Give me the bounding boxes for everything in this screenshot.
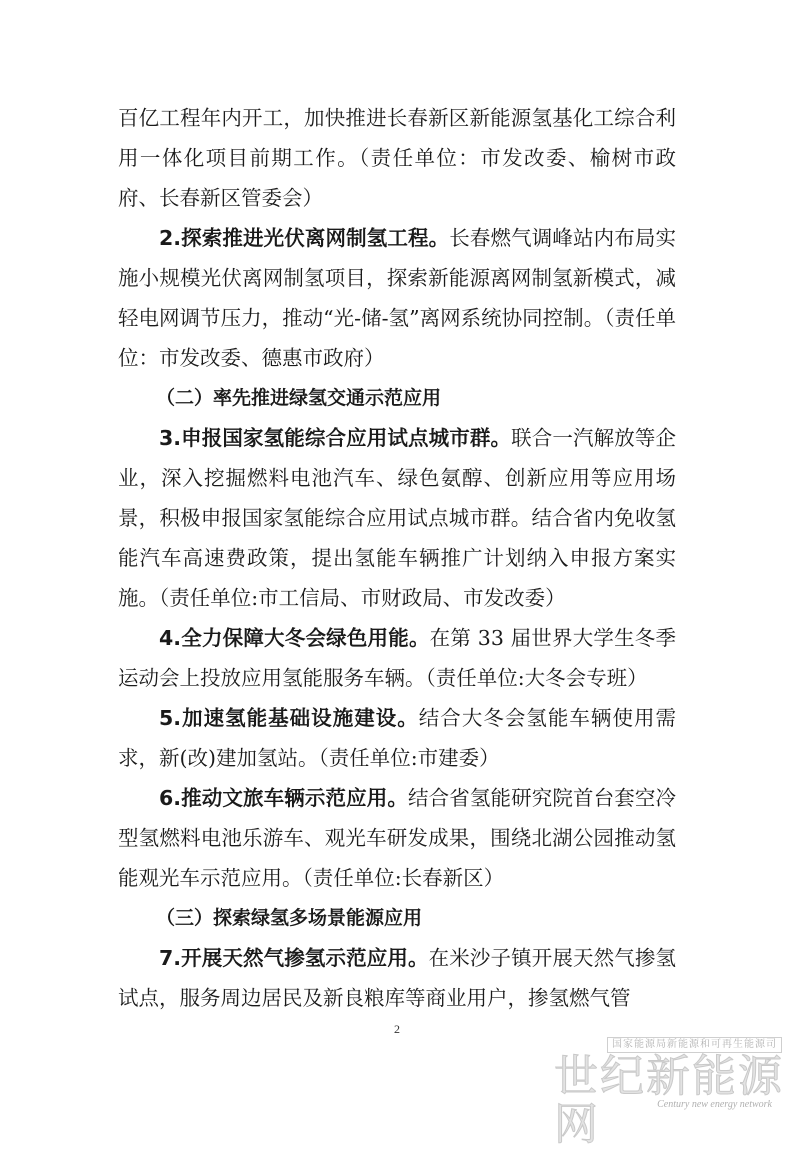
item-6-title: 6.推动文旅车辆示范应用。 xyxy=(159,786,409,810)
body-text xyxy=(118,98,676,1018)
watermark-top-text: 国家能源局新能源和可再生能源司 xyxy=(607,1037,782,1053)
paragraph-5 xyxy=(118,698,676,778)
item-3-title: 3.申报国家氢能综合应用试点城市群。 xyxy=(159,426,512,450)
paragraph-2-text: 长春燃气调峰站内布局实施小规模光伏离网制氢项目，探索新能源离网制氢新模式，减轻电网调节压力，推动“光-储-氢”离网系统协同控制。（责任单位：市发改委、德惠市政府） xyxy=(118,226,676,370)
watermark-logo-text: 世纪新能源网 xyxy=(554,1051,784,1150)
item-4-title: 4.全力保障大冬会绿色用能。 xyxy=(159,626,430,650)
watermark xyxy=(554,1037,786,1150)
paragraph-3 xyxy=(118,418,676,618)
paragraph-4 xyxy=(118,618,676,698)
paragraph-7-text: 在米沙子镇开展天然气掺氢试点，服务周边居民及新良粮库等商业用户，掺氢燃气管 xyxy=(118,946,677,1010)
paragraph-6-text: 结合省氢能研究院首台套空冷型氢燃料电池乐游车、观光车研发成果，围绕北湖公园推动氢能观光车示范应用。（责任单位:长春新区） xyxy=(118,786,676,890)
page-number: 2 xyxy=(394,1022,400,1036)
paragraph-1 xyxy=(118,98,676,218)
paragraph-4-text: 在第 33 届世界大学生冬季运动会上投放应用氢能服务车辆。（责任单位:大冬会专班） xyxy=(118,626,676,690)
section-heading-3: （三）探索绿氢多场景能源应用 xyxy=(156,907,423,929)
paragraph-3-text: 联合一汽解放等企业，深入挖掘燃料电池汽车、绿色氨醇、创新应用等应用场景，积极申报国家氢能综合应用试点城市群。结合省内免收氢能汽车高速费政策，提出氢能车辆推广计划纳入申报方案实施。（责任单位:市工信局、市财政局、市发改委） xyxy=(118,426,676,610)
paragraph-7 xyxy=(118,938,676,1018)
watermark-subtitle: Century new energy network xyxy=(657,1099,772,1110)
paragraph-6 xyxy=(118,778,676,898)
item-2-title: 2.探索推进光伏离网制氢工程。 xyxy=(159,226,450,250)
item-5-title: 5.加速氢能基础设施建设。 xyxy=(159,706,419,730)
item-7-title: 7.开展天然气掺氢示范应用。 xyxy=(159,946,429,970)
paragraph-2 xyxy=(118,218,676,378)
paragraph-1-text: 百亿工程年内开工，加快推进长春新区新能源氢基化工综合利用一体化项目前期工作。（责任单位：市发改委、榆树市政府、长春新区管委会） xyxy=(118,106,676,210)
section-heading-2: （二）率先推进绿氢交通示范应用 xyxy=(156,387,442,409)
paragraph-5-text: 结合大冬会氢能车辆使用需求，新(改)建加氢站。（责任单位:市建委） xyxy=(118,706,676,770)
